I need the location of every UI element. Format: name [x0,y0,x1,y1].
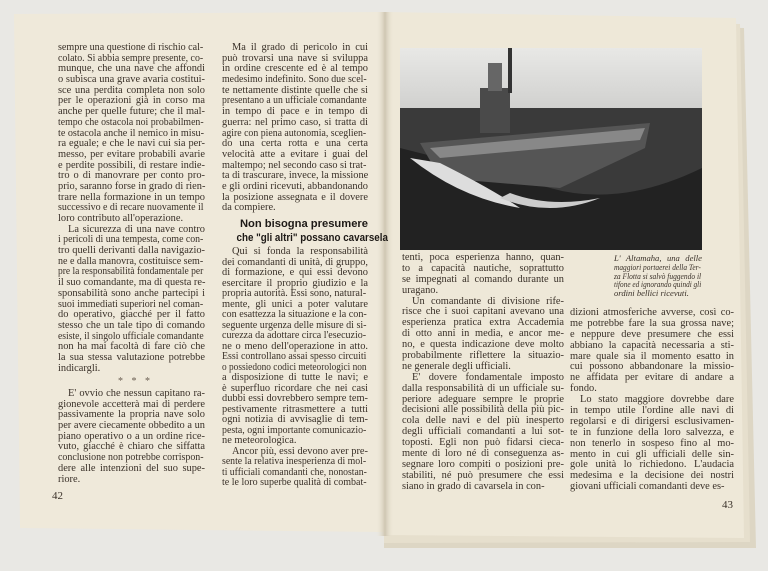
text-line: ti ufficiali comandanti che, nonostan- [222,466,367,478]
text-line: ne e dalla manovra, costituisce sem- [58,255,204,267]
text-line: mente, gli unici a poter valutare [222,298,368,310]
text-line: probabilmente riflettere la situazio- [402,350,564,362]
text-line: esercitare il proprio giudizio e la [222,277,368,289]
section-separator: * * * [118,376,153,387]
page-number-right: 43 [722,499,733,511]
text-line: do operativo, giacché per il fatto [58,309,205,321]
text-line: ne generale degli ufficiali. [402,360,511,372]
text-line: sce una perdita completa non solo [58,84,205,96]
text-line: a disposizione di tutte le navi; e [222,372,368,383]
text-line: conclusione non potrebbe corrispon- [58,452,204,464]
text-line: sponsabilità sono anche partecipi i [58,287,205,299]
text-line: dalla responsabilità di un ufficiale su- [402,382,564,394]
text-line: E' dovere fondamentale imposto [412,371,564,383]
caption-line: za Flotta si salvò fuggendo il [614,270,702,281]
text-line: ra eguale; e che le navi cui sia per- [58,138,205,150]
section-heading [215,217,388,245]
text-line: Essi controllano assai spesso circuiti [222,351,367,362]
right-page-column-2 [570,308,734,493]
text-line: Qui si fonda la responsabilità [232,246,368,257]
text-line: anche per quelle future; che il mal- [58,106,205,118]
caption-line: ordini bellici ricevuti. [614,288,689,299]
text-line: Ancor più, essi devono aver pre- [232,445,368,457]
text-line: per avere ciecamente obbedito a un [58,420,205,432]
text-line: non tenerlo in sospeso fino al mo- [570,437,734,449]
left-page-column-1 [58,43,205,374]
text-line: dei comandanti di unità, di gruppo, [222,256,368,268]
text-line: ne meteorologica. [222,435,297,446]
text-line: La sicurezza di una nave contro [68,223,205,235]
text-line: regolarsi e di dirigersi esclusivamen- [570,415,734,427]
text-line: mento in cui gli ufficiali delle sin- [570,448,734,460]
heading-line: che "gli altri" possano cavarsela [236,232,388,244]
text-line: tro o di manovrare per conto pro- [58,170,205,182]
text-line: giovani ufficiali comandanti deve es- [570,481,725,493]
caption-line: tifone ed ignorando quindi gli [614,279,702,290]
left-page-column-2-continued [222,247,368,489]
text-line: Ma il grado di pericolo in cui [232,42,368,53]
text-line: velocità atte a evitare i guai del [222,148,368,160]
heading-line-wrap [215,217,368,231]
text-line: esiste, il singolo ufficiale comandante [58,330,204,342]
heading-line: Non bisogna presumere [239,218,368,230]
text-line: medesima e la decisione dei nostri [570,470,734,482]
text-line: risce che i suoi capitani avevano una [402,306,564,318]
text-line: degli ufficiali comandanti a lui sot- [402,426,564,438]
text-line: propria autorità. Essi sono, natural- [222,288,367,299]
text-line: loro contributo all'operazione. [58,213,184,224]
text-line: ta di trascurare, invece, la missione [222,170,369,182]
text-line: munque, che una nave che affondi [58,63,205,75]
text-line: prio, saranno forse in grado di rien- [58,180,206,192]
text-line: non ha mai facoltà di fare ciò che [58,341,205,353]
text-line: no, e questa indicazione deve molto [402,339,564,351]
text-line: segnare loro compiti o posizioni pre- [402,458,564,470]
text-line: la sua stessa valutazione potrebbe [58,351,205,363]
text-line: gole unità lo richiedono. L'audacia [570,459,734,471]
text-line: agire con piena autonomia, sceglien- [222,127,367,139]
text-line: te ostacola anche il nemico in misu- [58,127,204,139]
text-line: esperienza pratica extra Accademia [402,317,564,329]
page-gutter [376,12,394,536]
text-line: in ordine crescente ed è al tempo [222,63,368,75]
left-page-column-1-continued [58,389,205,485]
text-line: è superfluo ricordare che nei casi [222,382,368,394]
text-line: pesta, ogni importante comunicazio- [222,424,367,436]
text-line: mente di loro né di conseguenza as- [402,448,564,460]
caption-line: maggiori portaerei della Ter- [614,261,701,272]
aircraft-carrier-photo [400,48,702,250]
text-line: to a capacità nautiche, soprattutto [402,262,564,274]
text-line: indicargli. [58,362,101,374]
page-number-left: 42 [52,490,63,502]
text-line: o subisca una grave avaria costitui- [58,74,205,86]
photo-caption [614,254,702,298]
text-line: E' ovvio che nessun capitano ra- [68,388,205,399]
text-line: seguente urgenza delle misure di si- [222,319,367,331]
text-line: sente la relativa inesperienza di mol- [222,456,367,467]
text-line: vuto, giacché è chiaro che siffatta [58,441,205,453]
text-line: medesimo indefinito. Sono due scel- [222,74,367,86]
text-line: se impegnati al comando durante un [402,273,564,285]
text-line: curezza da adottare circa l'esecuzio- [222,330,367,341]
text-line: periore adeguare sempre le proprie [402,393,564,405]
text-line: me potrebbe fare la sua grossa nave; [570,317,734,329]
text-line: pre la responsabilità fondamentale per [58,266,204,278]
text-line: ne affidata per evitare di andare a [570,372,734,384]
text-line: fondo. [570,383,597,395]
caption-line: L' Altamaha, una delle [614,253,702,263]
text-line: ne o meno dell'operazione in atto. [222,340,368,352]
text-line: o possiedono codici meteorologici non [222,361,367,373]
text-line: tenti, poca esperienza hanno, quan- [402,252,564,263]
text-line: dere alle intenzioni del suo supe- [58,462,205,474]
text-line: abbiano la capacità necessaria a sti- [570,339,734,351]
text-line: stesso che un tale tipo di comando [58,319,205,331]
text-line: cola delle navi e del più inesperto [402,415,564,427]
text-line: i pericoli di una tempesta, come con- [58,234,204,246]
text-line: riore. [58,473,81,485]
text-line: mare quale sia il momento esatto in [570,350,734,362]
left-page-column-2 [222,43,368,214]
text-line: te le loro superbe qualità di combat- [222,477,367,488]
text-line: toposti. Egli non può fidarsi cieca- [402,437,564,449]
text-line: gionevole accetterà mai di perdere [58,398,205,410]
right-page-column-1 [402,253,564,493]
text-line: sempre una questione di rischio cal- [58,42,204,53]
text-line: e neppure deve presumere che essi [570,328,734,340]
text-line: do una certa rotta e una certa [222,138,368,150]
heading-line-wrap [215,231,388,245]
text-line: passivamente la propria nave solo [58,409,205,421]
text-line: e gli ordini ricevuti, abbandonando [222,180,368,192]
text-line: colato. Si abbia sempre presente, co- [58,52,204,64]
text-line: per le operazioni già in corso ma [58,95,205,107]
text-line: con esattezza la situazione e la con- [222,309,367,320]
text-line: tro quelli derivanti dalla navigazio- [58,245,205,257]
text-line: suoi immediati superiori nel coman- [58,298,204,310]
text-line: decisioni alle possibilità della più pic- [402,404,564,416]
text-line: Un comandante di divisione rife- [412,295,564,307]
text-line: dubbi essi dovrebbero sempre tem- [222,393,369,404]
text-line: dizioni atmosferiche avverse, così co- [570,307,734,318]
text-line: e perdite possibili, di restare indie- [58,159,205,171]
text-line: presentano a un ufficiale comandante [222,95,367,107]
text-line: di otto anni in media, e ancor me- [402,328,564,340]
text-line: trare nella formazione in un tempo [58,191,205,203]
text-line: te in funzione della loro salvezza, e [570,426,734,438]
text-line: di formazione, e qui essi devono [222,267,368,278]
text-line: maltempo; nel secondo caso si trat- [222,159,367,171]
text-line: in tempo utile l'ordine alle navi di [570,405,734,417]
text-line: messo, per evitare probabili avarie [58,148,205,160]
text-line: tempo che ostacola noi probabilmen- [58,116,204,128]
text-line: Lo stato maggiore dovrebbe dare [580,394,734,406]
text-line: in tempo di pace e in tempo di [222,106,368,118]
text-line: siano in grado di cavarsela in con- [402,480,545,492]
text-line: te nettamente distinte quelle che si [222,84,368,96]
text-line: da compiere. [222,202,276,214]
text-line: pestivamente ritrasmettere a tutti [222,403,368,415]
text-line: ogni notizia di avvisaglie di tem- [222,414,368,425]
text-line: il suo comandante, ma di questa re- [58,277,206,289]
text-line: successivo e di recare nuovamente il [58,202,204,214]
text-line: cui possono abbandonare la missio- [570,361,734,373]
text-line: stabiliti, né può presumere che essi [402,469,564,481]
text-line: può trovarsi una nave si sviluppa [222,52,368,64]
text-line: la posizione assegnata e il dovere [222,191,368,203]
text-line: piano operativo o a un ordine rice- [58,430,205,442]
text-line: guerra: nel primo caso, si tratta di [222,116,368,128]
text-line: uragano. [402,284,439,296]
